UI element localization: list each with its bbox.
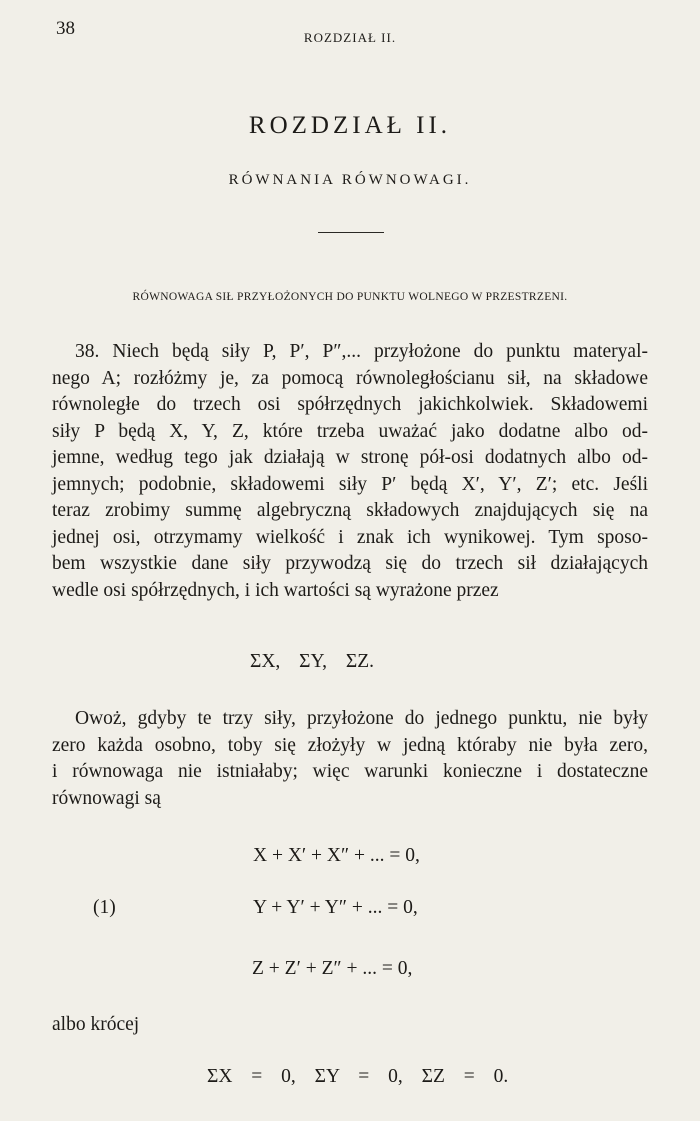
text-line: równoległe do trzech osi spółrzędnych jakichkolwiek. Składowemi [52, 394, 648, 415]
text-line: 38. Niech będą siły P, P′, P″,... przyłożone do punktu materyal- [75, 341, 648, 362]
text-line: siły P będą X, Y, Z, które trzeba uważać jako dodatne albo od- [52, 420, 648, 442]
text-line: jemnych; podobnie, składowemi siły P′ będą X′, Y′, Z′; etc. Jeśli [52, 473, 648, 495]
divider-rule [318, 232, 384, 233]
text-line: jemne, według tego jak działają w stronę pół-osi dodatnych albo od- [52, 447, 648, 468]
text-line: bem wszystkie dane siły przywodzą się do trzech sił działających [52, 553, 648, 574]
equation-x: X + X′ + X″ + ... = 0, [253, 845, 420, 866]
running-head: ROZDZIAŁ II. [303, 30, 397, 45]
text-line: zero każda osobno, toby się złożyły w jedną któraby nie była zero, [52, 734, 648, 756]
final-equations: ΣX = 0, ΣY = 0, ΣZ = 0. [207, 1066, 509, 1087]
text-line: wedle osi spółrzędnych, i ich wartości są wyrażone przez [52, 579, 499, 601]
equation-label: (1) [93, 897, 116, 918]
text-line: Owoż, gdyby te trzy siły, przyłożone do jednego punktu, nie były [75, 708, 648, 729]
equation-y: Y + Y′ + Y″ + ... = 0, [253, 897, 418, 918]
page-number: 38 [56, 18, 75, 39]
chapter-subtitle: RÓWNANIA RÓWNOWAGI. [228, 172, 472, 188]
section-heading: RÓWNOWAGA SIŁ PRZYŁOŻONYCH DO PUNKTU WOLNEGO W PRZESTRZENI. [132, 291, 568, 303]
chapter-title: ROZDZIAŁ II. [248, 112, 452, 139]
paragraph-38 [52, 339, 648, 604]
paragraph-equilibrium [52, 706, 648, 812]
sums-expression: ΣX, ΣY, ΣZ. [250, 651, 374, 672]
equation-z: Z + Z′ + Z″ + ... = 0, [252, 958, 413, 979]
text-line: jednej osi, otrzymamy wielkość i znak ich wynikowej. Tym sposo- [52, 526, 648, 548]
albo-krocej-text: albo krócej [52, 1014, 140, 1035]
text-line: teraz zrobimy summę algebryczną składowych znajdujących się na [52, 500, 648, 521]
text-line: nego A; rozłóżmy je, za pomocą równoległościanu sił, na składowe [52, 367, 648, 389]
text-line: równowagi są [52, 787, 161, 809]
text-line: i równowaga nie istniałaby; więc warunki konieczne i dostateczne [52, 761, 648, 782]
